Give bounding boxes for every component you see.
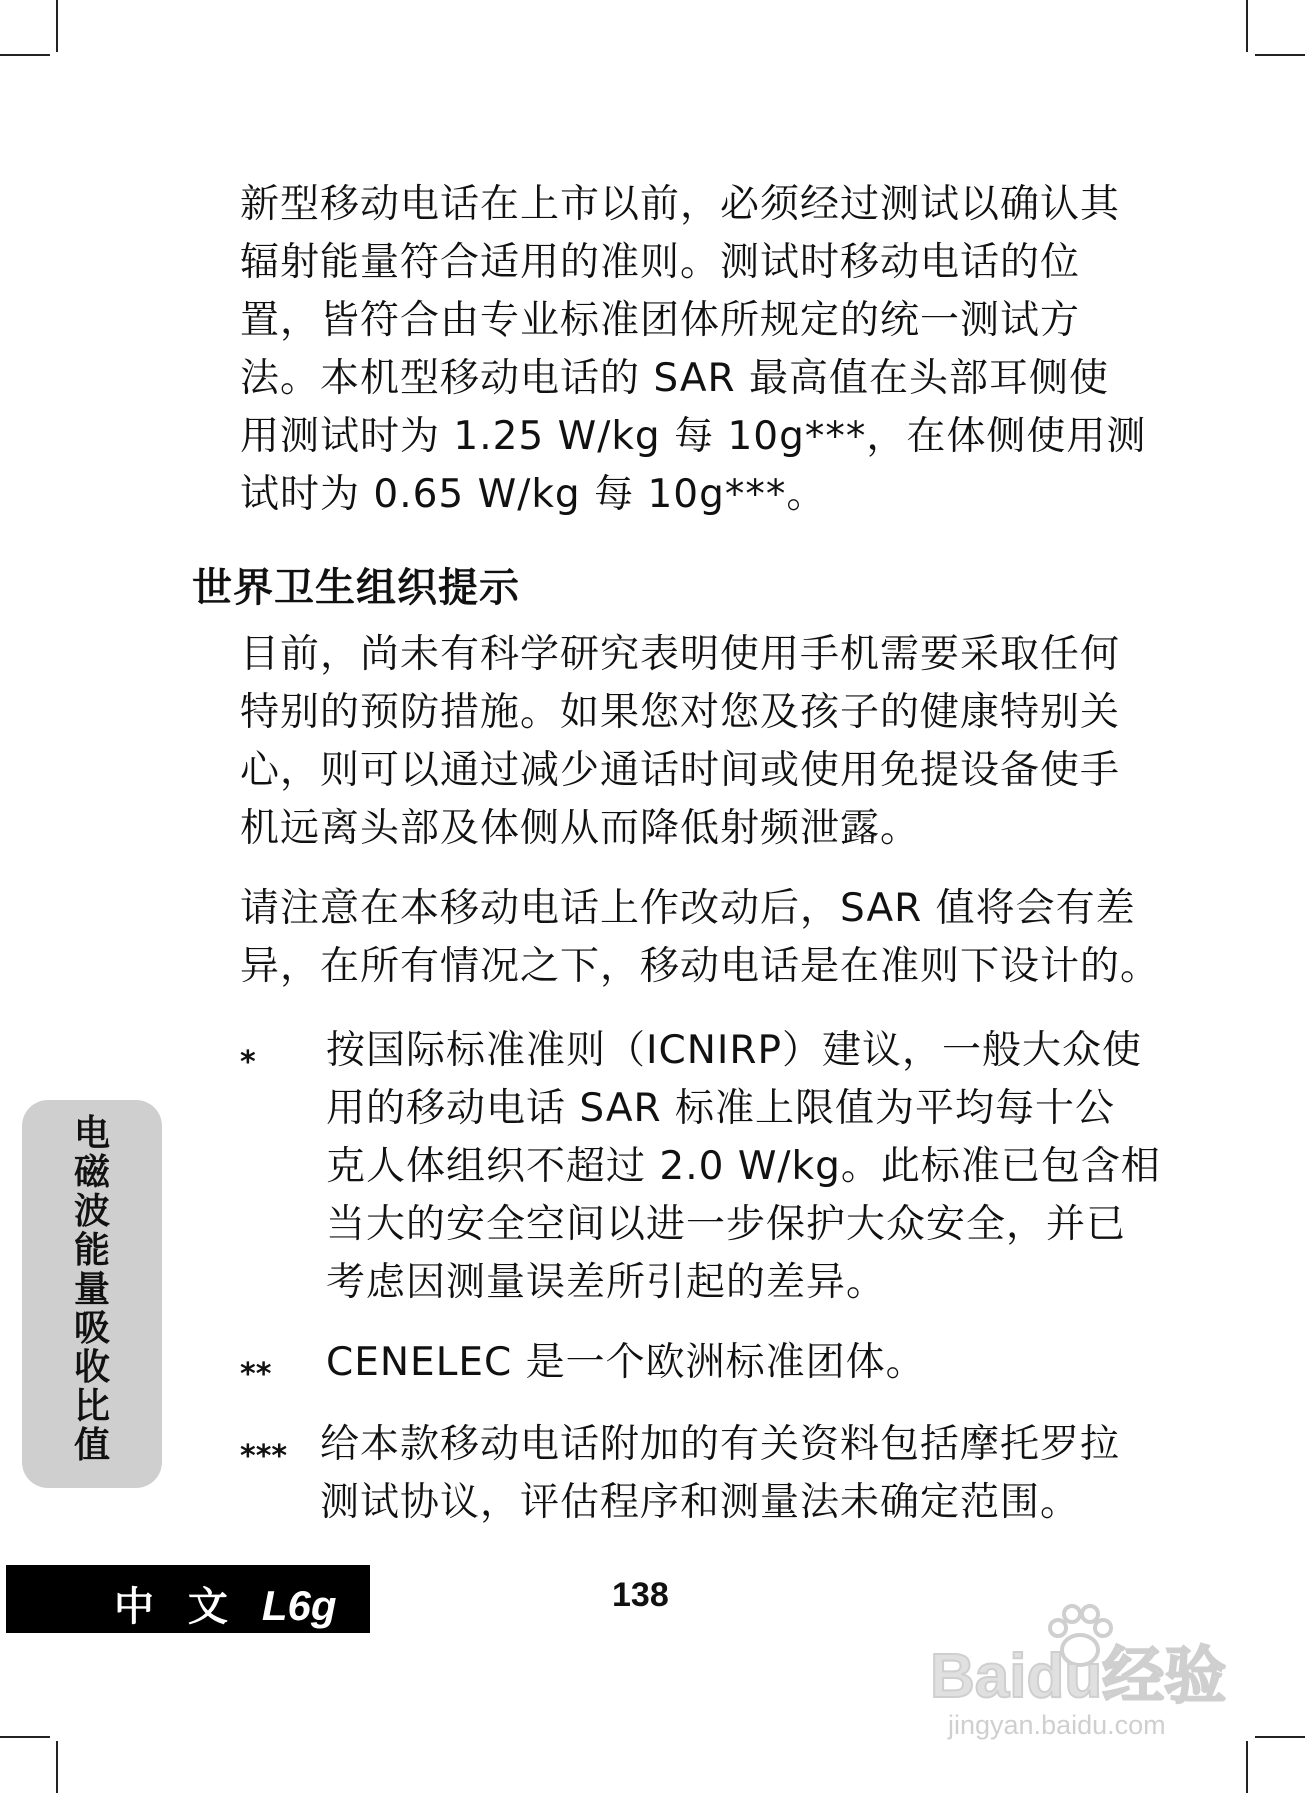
text-line: 目前，尚未有科学研究表明使用手机需要采取任何 <box>240 632 1121 677</box>
footer-language-box <box>6 1565 370 1633</box>
footnote-mark: * <box>240 1045 256 1080</box>
footnote-text <box>326 1334 1096 1392</box>
crop-mark <box>56 0 58 52</box>
text-line: 异，在所有情况之下，移动电话是在准则下设计的。 <box>240 944 1161 989</box>
crop-mark <box>1246 1741 1248 1793</box>
text-line: 新型移动电话在上市以前，必须经过测试以确认其 <box>240 182 1121 227</box>
crop-mark <box>0 1736 50 1738</box>
side-tab-char: 量 <box>73 1268 110 1310</box>
side-tab-char: 波 <box>73 1190 110 1232</box>
side-tab-char: 吸 <box>73 1307 110 1349</box>
text-line: 用的移动电话 SAR 标准上限值为平均每十公 <box>326 1086 1116 1131</box>
text-line: 法。本机型移动电话的 SAR 最高值在头部耳侧使 <box>240 356 1110 401</box>
text-line: 按国际标准准则（ICNIRP）建议，一般大众使 <box>326 1028 1143 1073</box>
intro-paragraph <box>240 176 1147 524</box>
side-tab-char: 值 <box>73 1424 110 1466</box>
crop-mark <box>0 54 50 56</box>
side-tab-char: 能 <box>73 1229 110 1271</box>
page-number: 138 <box>612 1576 669 1614</box>
text-line: 试时为 0.65 W/kg 每 10g***。 <box>240 472 827 517</box>
crop-mark <box>1246 0 1248 52</box>
crop-mark <box>56 1741 58 1793</box>
watermark-logo: Baidu经验 <box>930 1642 1227 1711</box>
text-line: 用测试时为 1.25 W/kg 每 10g***，在体侧使用测 <box>240 414 1147 459</box>
text-line: 测试协议，评估程序和测量法未确定范围。 <box>320 1480 1081 1525</box>
text-line: CENELEC 是一个欧洲标准团体。 <box>326 1340 926 1385</box>
text-line: 当大的安全空间以进一步保护大众安全，并已 <box>326 1202 1127 1247</box>
footnote-text <box>326 1022 1161 1312</box>
footer-label <box>114 1575 337 1632</box>
footnote-mark: ** <box>240 1357 272 1392</box>
watermark-url: jingyan.baidu.com <box>948 1710 1166 1740</box>
side-tab-char: 收 <box>73 1346 110 1388</box>
baidu-watermark <box>930 1610 1230 1760</box>
text-line: 置，皆符合由专业标准团体所规定的统一测试方 <box>240 298 1081 343</box>
text-line: 给本款移动电话附加的有关资料包括摩托罗拉 <box>320 1422 1121 1467</box>
text-line: 克人体组织不超过 2.0 W/kg。此标准已包含相 <box>326 1144 1161 1189</box>
text-line: 辐射能量符合适用的准则。测试时移动电话的位 <box>240 240 1081 285</box>
text-line: 考虑因测量误差所引起的差异。 <box>326 1260 887 1305</box>
text-line: 请注意在本移动电话上作改动后，SAR 值将会有差 <box>240 886 1136 931</box>
modification-paragraph <box>240 880 1161 996</box>
text-line: 机远离头部及体侧从而降低射频泄露。 <box>240 806 921 851</box>
crop-mark <box>1255 54 1305 56</box>
side-tab-char: 电 <box>73 1112 110 1154</box>
footnote-text <box>320 1416 1121 1532</box>
crop-mark <box>1255 1736 1305 1738</box>
text-line: 特别的预防措施。如果您对您及孩子的健康特别关 <box>240 690 1121 735</box>
footnote-mark: *** <box>240 1439 288 1474</box>
side-tab-label <box>22 1114 162 1465</box>
footer-language: 中 文 <box>114 1584 238 1630</box>
side-tab-char: 比 <box>73 1385 110 1427</box>
side-section-tab <box>22 1100 162 1488</box>
footer-model: L6g <box>261 1582 337 1629</box>
section-heading: 世界卫生组织提示 <box>192 564 520 611</box>
side-tab-char: 磁 <box>73 1151 110 1193</box>
text-line: 心，则可以通过减少通话时间或使用免提设备使手 <box>240 748 1121 793</box>
who-paragraph <box>240 626 1121 858</box>
